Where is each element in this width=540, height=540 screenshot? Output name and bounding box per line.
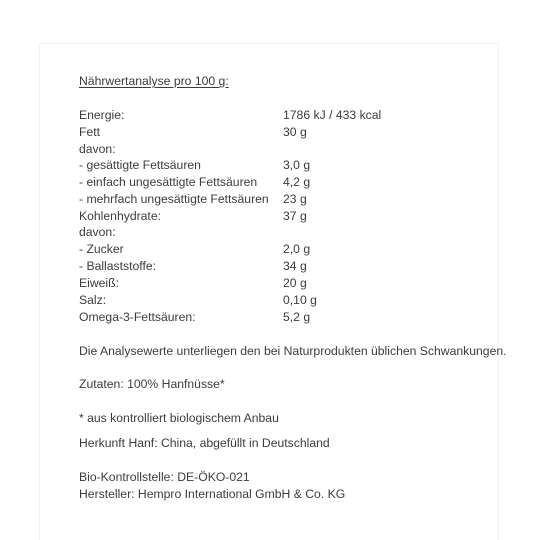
nutrition-row (79, 292, 499, 308)
manufacturer-text: Hersteller: Hempro International GmbH & Co. KG (79, 487, 346, 501)
nutrition-row (79, 107, 499, 123)
nutrition-row (79, 141, 499, 157)
nutrition-row (79, 191, 499, 207)
nutrition-label: Energie: (79, 108, 125, 122)
ingredients-text: Zutaten: 100% Hanfnüsse* (79, 377, 225, 391)
nutrition-label: - einfach ungesättigte Fettsäuren (79, 175, 258, 189)
nutrition-row (79, 275, 499, 291)
nutrition-label: davon: (79, 225, 116, 239)
nutrition-label: davon: (79, 142, 116, 156)
nutrition-value: 37 g (283, 209, 307, 223)
nutrition-value: 34 g (283, 259, 307, 273)
nutrition-label: Omega-3-Fettsäuren: (79, 310, 196, 324)
analysis-note: Die Analysewerte unterliegen den bei Naturprodukten üblichen Schwankungen. (79, 344, 507, 358)
nutrition-value: 0,10 g (283, 293, 317, 307)
nutrition-value: 30 g (283, 125, 307, 139)
nutrition-value: 4,2 g (283, 175, 311, 189)
nutrition-label: Kohlenhydrate: (79, 209, 161, 223)
nutrition-value: 2,0 g (283, 242, 311, 256)
nutrition-row (79, 241, 499, 257)
nutrition-label: Fett (79, 125, 100, 139)
nutrition-row (79, 208, 499, 224)
control-body-text: Bio-Kontrollstelle: DE-ÖKO-021 (79, 470, 250, 484)
nutrition-label: Eiweiß: (79, 276, 119, 290)
nutrition-label: - Ballaststoffe: (79, 259, 156, 273)
nutrition-label: - gesättigte Fettsäuren (79, 158, 201, 172)
nutrition-row (79, 174, 499, 190)
nutrition-row (79, 224, 499, 240)
organic-footnote: * aus kontrolliert biologischem Anbau (79, 411, 279, 425)
origin-text: Herkunft Hanf: China, abgefüllt in Deutschland (79, 436, 330, 450)
nutrition-label: Salz: (79, 293, 107, 307)
nutrition-value: 3,0 g (283, 158, 311, 172)
nutrition-value: 5,2 g (283, 310, 311, 324)
nutrition-label: - Zucker (79, 242, 124, 256)
nutrition-row (79, 309, 499, 325)
nutrition-label: - mehrfach ungesättigte Fettsäuren (79, 192, 269, 206)
nutrition-heading: Nährwertanalyse pro 100 g: (79, 74, 229, 88)
nutrition-row (79, 258, 499, 274)
nutrition-value: 20 g (283, 276, 307, 290)
nutrition-row (79, 157, 499, 173)
nutrition-row (79, 124, 499, 140)
nutrition-value: 23 g (283, 192, 307, 206)
nutrition-value: 1786 kJ / 433 kcal (283, 108, 382, 122)
